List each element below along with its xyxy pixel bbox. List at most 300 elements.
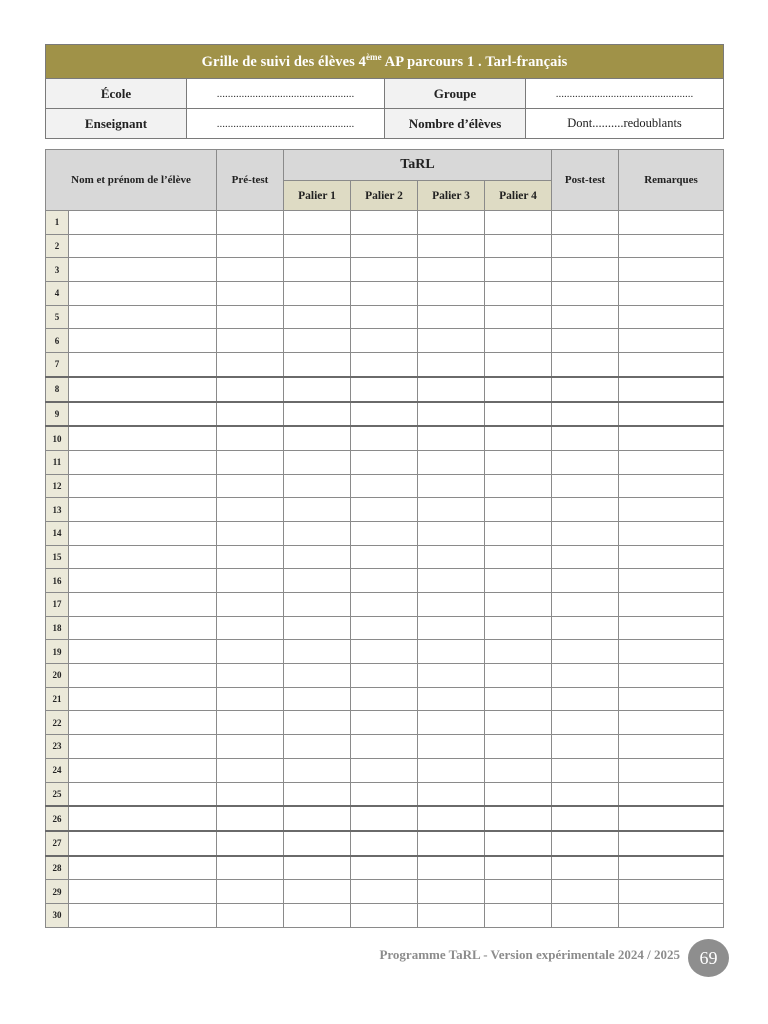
palier-3-cell[interactable] xyxy=(418,569,485,593)
palier-2-cell[interactable] xyxy=(351,474,418,498)
table-row xyxy=(46,353,724,377)
row-number: 25 xyxy=(46,782,69,806)
remarques-cell[interactable] xyxy=(619,329,724,353)
palier-2-cell[interactable] xyxy=(351,735,418,759)
palier-2-cell[interactable] xyxy=(351,402,418,427)
pretest-cell[interactable] xyxy=(217,498,284,522)
palier-3-cell[interactable] xyxy=(418,735,485,759)
table-row xyxy=(46,329,724,353)
row-number: 29 xyxy=(46,880,69,904)
posttest-cell[interactable] xyxy=(552,521,619,545)
posttest-cell[interactable] xyxy=(552,258,619,282)
pretest-cell[interactable] xyxy=(217,426,284,450)
student-name-cell[interactable] xyxy=(69,711,217,735)
row-number: 30 xyxy=(46,903,69,927)
student-name-cell[interactable] xyxy=(69,282,217,306)
palier-4-cell[interactable] xyxy=(485,687,552,711)
header-palier-3: Palier 3 xyxy=(418,181,485,211)
remarques-cell[interactable] xyxy=(619,593,724,617)
posttest-cell[interactable] xyxy=(552,856,619,880)
palier-4-cell[interactable] xyxy=(485,329,552,353)
row-number: 20 xyxy=(46,664,69,688)
palier-2-cell[interactable] xyxy=(351,664,418,688)
palier-3-cell[interactable] xyxy=(418,758,485,782)
palier-4-cell[interactable] xyxy=(485,856,552,880)
student-name-cell[interactable] xyxy=(69,521,217,545)
posttest-cell[interactable] xyxy=(552,640,619,664)
posttest-cell[interactable] xyxy=(552,758,619,782)
pretest-cell[interactable] xyxy=(217,353,284,377)
palier-2-cell[interactable] xyxy=(351,782,418,806)
palier-1-cell[interactable] xyxy=(284,711,351,735)
palier-3-cell[interactable] xyxy=(418,258,485,282)
palier-2-cell[interactable] xyxy=(351,305,418,329)
palier-1-cell[interactable] xyxy=(284,856,351,880)
pretest-cell[interactable] xyxy=(217,782,284,806)
palier-4-cell[interactable] xyxy=(485,521,552,545)
palier-2-cell[interactable] xyxy=(351,258,418,282)
row-number: 7 xyxy=(46,353,69,377)
palier-3-cell[interactable] xyxy=(418,711,485,735)
student-name-cell[interactable] xyxy=(69,377,217,402)
pretest-cell[interactable] xyxy=(217,735,284,759)
palier-4-cell[interactable] xyxy=(485,664,552,688)
groupe-label: Groupe xyxy=(385,79,526,109)
palier-2-cell[interactable] xyxy=(351,569,418,593)
palier-4-cell[interactable] xyxy=(485,426,552,450)
pretest-cell[interactable] xyxy=(217,856,284,880)
palier-3-cell[interactable] xyxy=(418,831,485,856)
palier-2-cell[interactable] xyxy=(351,880,418,904)
table-row xyxy=(46,258,724,282)
palier-2-cell[interactable] xyxy=(351,521,418,545)
table-row xyxy=(46,305,724,329)
row-number: 19 xyxy=(46,640,69,664)
remarques-cell[interactable] xyxy=(619,782,724,806)
student-name-cell[interactable] xyxy=(69,353,217,377)
palier-1-cell[interactable] xyxy=(284,782,351,806)
posttest-cell[interactable] xyxy=(552,329,619,353)
student-name-cell[interactable] xyxy=(69,880,217,904)
palier-3-cell[interactable] xyxy=(418,903,485,927)
palier-2-cell[interactable] xyxy=(351,640,418,664)
table-row xyxy=(46,856,724,880)
remarques-cell[interactable] xyxy=(619,711,724,735)
pretest-cell[interactable] xyxy=(217,474,284,498)
palier-4-cell[interactable] xyxy=(485,640,552,664)
remarques-cell[interactable] xyxy=(619,211,724,235)
palier-1-cell[interactable] xyxy=(284,282,351,306)
posttest-cell[interactable] xyxy=(552,353,619,377)
palier-2-cell[interactable] xyxy=(351,545,418,569)
header-remarques: Remarques xyxy=(619,150,724,211)
palier-3-cell[interactable] xyxy=(418,616,485,640)
palier-3-cell[interactable] xyxy=(418,498,485,522)
pretest-cell[interactable] xyxy=(217,903,284,927)
groupe-field[interactable]: .................................................. xyxy=(526,79,724,109)
remarques-cell[interactable] xyxy=(619,305,724,329)
remarques-cell[interactable] xyxy=(619,903,724,927)
student-name-cell[interactable] xyxy=(69,903,217,927)
palier-2-cell[interactable] xyxy=(351,903,418,927)
table-row xyxy=(46,402,724,427)
palier-1-cell[interactable] xyxy=(284,664,351,688)
student-name-cell[interactable] xyxy=(69,616,217,640)
palier-4-cell[interactable] xyxy=(485,402,552,427)
palier-4-cell[interactable] xyxy=(485,258,552,282)
palier-3-cell[interactable] xyxy=(418,640,485,664)
palier-1-cell[interactable] xyxy=(284,758,351,782)
remarques-cell[interactable] xyxy=(619,282,724,306)
pretest-cell[interactable] xyxy=(217,569,284,593)
student-name-cell[interactable] xyxy=(69,664,217,688)
posttest-cell[interactable] xyxy=(552,545,619,569)
remarques-cell[interactable] xyxy=(619,616,724,640)
ecole-field[interactable]: .................................................. xyxy=(187,79,385,109)
row-number: 17 xyxy=(46,593,69,617)
title-text: Grille de suivi des élèves 4 xyxy=(201,54,366,70)
posttest-cell[interactable] xyxy=(552,498,619,522)
posttest-cell[interactable] xyxy=(552,305,619,329)
remarques-cell[interactable] xyxy=(619,377,724,402)
palier-4-cell[interactable] xyxy=(485,234,552,258)
row-number: 21 xyxy=(46,687,69,711)
palier-1-cell[interactable] xyxy=(284,377,351,402)
header-student-name: Nom et prénom de l’élève xyxy=(46,150,217,211)
palier-2-cell[interactable] xyxy=(351,211,418,235)
palier-4-cell[interactable] xyxy=(485,735,552,759)
palier-1-cell[interactable] xyxy=(284,593,351,617)
remarques-cell[interactable] xyxy=(619,735,724,759)
enseignant-label: Enseignant xyxy=(46,109,187,139)
palier-1-cell[interactable] xyxy=(284,616,351,640)
palier-3-cell[interactable] xyxy=(418,353,485,377)
pretest-cell[interactable] xyxy=(217,711,284,735)
remarques-cell[interactable] xyxy=(619,831,724,856)
palier-2-cell[interactable] xyxy=(351,711,418,735)
student-name-cell[interactable] xyxy=(69,474,217,498)
student-name-cell[interactable] xyxy=(69,782,217,806)
table-row xyxy=(46,450,724,474)
table-row xyxy=(46,498,724,522)
row-number: 24 xyxy=(46,758,69,782)
redoublants-field[interactable]: Dont..........redoublants xyxy=(526,109,724,139)
row-number: 14 xyxy=(46,521,69,545)
palier-2-cell[interactable] xyxy=(351,616,418,640)
posttest-cell[interactable] xyxy=(552,782,619,806)
remarques-cell[interactable] xyxy=(619,450,724,474)
remarques-cell[interactable] xyxy=(619,498,724,522)
student-name-cell[interactable] xyxy=(69,687,217,711)
remarques-cell[interactable] xyxy=(619,687,724,711)
palier-4-cell[interactable] xyxy=(485,806,552,831)
posttest-cell[interactable] xyxy=(552,234,619,258)
posttest-cell[interactable] xyxy=(552,211,619,235)
palier-1-cell[interactable] xyxy=(284,880,351,904)
palier-1-cell[interactable] xyxy=(284,903,351,927)
remarques-cell[interactable] xyxy=(619,353,724,377)
palier-4-cell[interactable] xyxy=(485,616,552,640)
palier-2-cell[interactable] xyxy=(351,426,418,450)
row-number: 23 xyxy=(46,735,69,759)
table-row xyxy=(46,616,724,640)
student-grid xyxy=(45,149,724,928)
header-pretest: Pré-test xyxy=(217,150,284,211)
palier-4-cell[interactable] xyxy=(485,569,552,593)
header-posttest: Post-test xyxy=(552,150,619,211)
table-row xyxy=(46,711,724,735)
palier-2-cell[interactable] xyxy=(351,831,418,856)
palier-3-cell[interactable] xyxy=(418,687,485,711)
palier-2-cell[interactable] xyxy=(351,498,418,522)
table-row xyxy=(46,782,724,806)
posttest-cell[interactable] xyxy=(552,282,619,306)
posttest-cell[interactable] xyxy=(552,474,619,498)
palier-2-cell[interactable] xyxy=(351,593,418,617)
pretest-cell[interactable] xyxy=(217,402,284,427)
palier-3-cell[interactable] xyxy=(418,450,485,474)
palier-3-cell[interactable] xyxy=(418,856,485,880)
palier-1-cell[interactable] xyxy=(284,258,351,282)
palier-3-cell[interactable] xyxy=(418,593,485,617)
palier-3-cell[interactable] xyxy=(418,377,485,402)
palier-2-cell[interactable] xyxy=(351,282,418,306)
palier-3-cell[interactable] xyxy=(418,521,485,545)
pretest-cell[interactable] xyxy=(217,664,284,688)
table-row xyxy=(46,521,724,545)
student-name-cell[interactable] xyxy=(69,593,217,617)
palier-4-cell[interactable] xyxy=(485,450,552,474)
palier-2-cell[interactable] xyxy=(351,856,418,880)
student-name-cell[interactable] xyxy=(69,402,217,427)
palier-3-cell[interactable] xyxy=(418,402,485,427)
posttest-cell[interactable] xyxy=(552,711,619,735)
palier-2-cell[interactable] xyxy=(351,806,418,831)
palier-3-cell[interactable] xyxy=(418,426,485,450)
palier-4-cell[interactable] xyxy=(485,545,552,569)
palier-1-cell[interactable] xyxy=(284,806,351,831)
remarques-cell[interactable] xyxy=(619,640,724,664)
palier-2-cell[interactable] xyxy=(351,377,418,402)
header-palier-4: Palier 4 xyxy=(485,181,552,211)
student-name-cell[interactable] xyxy=(69,831,217,856)
remarques-cell[interactable] xyxy=(619,258,724,282)
palier-2-cell[interactable] xyxy=(351,234,418,258)
remarques-cell[interactable] xyxy=(619,569,724,593)
posttest-cell[interactable] xyxy=(552,903,619,927)
remarques-cell[interactable] xyxy=(619,758,724,782)
student-name-cell[interactable] xyxy=(69,640,217,664)
pretest-cell[interactable] xyxy=(217,282,284,306)
pretest-cell[interactable] xyxy=(217,211,284,235)
palier-1-cell[interactable] xyxy=(284,687,351,711)
palier-3-cell[interactable] xyxy=(418,782,485,806)
remarques-cell[interactable] xyxy=(619,474,724,498)
table-row xyxy=(46,806,724,831)
row-number: 16 xyxy=(46,569,69,593)
row-number: 1 xyxy=(46,211,69,235)
student-name-cell[interactable] xyxy=(69,545,217,569)
palier-4-cell[interactable] xyxy=(485,474,552,498)
student-name-cell[interactable] xyxy=(69,305,217,329)
palier-1-cell[interactable] xyxy=(284,545,351,569)
palier-1-cell[interactable] xyxy=(284,498,351,522)
remarques-cell[interactable] xyxy=(619,402,724,427)
palier-4-cell[interactable] xyxy=(485,377,552,402)
pretest-cell[interactable] xyxy=(217,521,284,545)
student-name-cell[interactable] xyxy=(69,426,217,450)
palier-3-cell[interactable] xyxy=(418,806,485,831)
pretest-cell[interactable] xyxy=(217,806,284,831)
palier-1-cell[interactable] xyxy=(284,329,351,353)
row-number: 28 xyxy=(46,856,69,880)
student-name-cell[interactable] xyxy=(69,211,217,235)
grid-body xyxy=(46,211,724,928)
palier-1-cell[interactable] xyxy=(284,450,351,474)
palier-1-cell[interactable] xyxy=(284,640,351,664)
remarques-cell[interactable] xyxy=(619,664,724,688)
palier-4-cell[interactable] xyxy=(485,211,552,235)
pretest-cell[interactable] xyxy=(217,831,284,856)
posttest-cell[interactable] xyxy=(552,831,619,856)
remarques-cell[interactable] xyxy=(619,234,724,258)
student-name-cell[interactable] xyxy=(69,234,217,258)
student-name-cell[interactable] xyxy=(69,329,217,353)
palier-2-cell[interactable] xyxy=(351,687,418,711)
pretest-cell[interactable] xyxy=(217,377,284,402)
palier-4-cell[interactable] xyxy=(485,353,552,377)
palier-4-cell[interactable] xyxy=(485,782,552,806)
posttest-cell[interactable] xyxy=(552,735,619,759)
row-number: 15 xyxy=(46,545,69,569)
palier-3-cell[interactable] xyxy=(418,880,485,904)
pretest-cell[interactable] xyxy=(217,593,284,617)
palier-4-cell[interactable] xyxy=(485,758,552,782)
palier-4-cell[interactable] xyxy=(485,880,552,904)
palier-1-cell[interactable] xyxy=(284,426,351,450)
palier-1-cell[interactable] xyxy=(284,211,351,235)
palier-2-cell[interactable] xyxy=(351,329,418,353)
palier-1-cell[interactable] xyxy=(284,402,351,427)
pretest-cell[interactable] xyxy=(217,758,284,782)
palier-4-cell[interactable] xyxy=(485,498,552,522)
posttest-cell[interactable] xyxy=(552,616,619,640)
posttest-cell[interactable] xyxy=(552,377,619,402)
palier-3-cell[interactable] xyxy=(418,329,485,353)
palier-1-cell[interactable] xyxy=(284,521,351,545)
pretest-cell[interactable] xyxy=(217,545,284,569)
posttest-cell[interactable] xyxy=(552,593,619,617)
posttest-cell[interactable] xyxy=(552,806,619,831)
palier-4-cell[interactable] xyxy=(485,593,552,617)
student-name-cell[interactable] xyxy=(69,735,217,759)
pretest-cell[interactable] xyxy=(217,880,284,904)
palier-1-cell[interactable] xyxy=(284,353,351,377)
row-number: 27 xyxy=(46,831,69,856)
row-number: 11 xyxy=(46,450,69,474)
palier-4-cell[interactable] xyxy=(485,903,552,927)
palier-3-cell[interactable] xyxy=(418,545,485,569)
palier-1-cell[interactable] xyxy=(284,569,351,593)
student-name-cell[interactable] xyxy=(69,856,217,880)
student-name-cell[interactable] xyxy=(69,806,217,831)
row-number: 10 xyxy=(46,426,69,450)
remarques-cell[interactable] xyxy=(619,545,724,569)
table-row xyxy=(46,664,724,688)
palier-3-cell[interactable] xyxy=(418,282,485,306)
palier-2-cell[interactable] xyxy=(351,353,418,377)
pretest-cell[interactable] xyxy=(217,305,284,329)
posttest-cell[interactable] xyxy=(552,569,619,593)
row-number: 3 xyxy=(46,258,69,282)
student-name-cell[interactable] xyxy=(69,258,217,282)
table-row xyxy=(46,758,724,782)
remarques-cell[interactable] xyxy=(619,426,724,450)
palier-1-cell[interactable] xyxy=(284,831,351,856)
pretest-cell[interactable] xyxy=(217,450,284,474)
remarques-cell[interactable] xyxy=(619,880,724,904)
palier-3-cell[interactable] xyxy=(418,474,485,498)
pretest-cell[interactable] xyxy=(217,258,284,282)
student-name-cell[interactable] xyxy=(69,450,217,474)
palier-1-cell[interactable] xyxy=(284,474,351,498)
table-row xyxy=(46,282,724,306)
palier-3-cell[interactable] xyxy=(418,234,485,258)
palier-3-cell[interactable] xyxy=(418,211,485,235)
palier-2-cell[interactable] xyxy=(351,758,418,782)
table-row xyxy=(46,687,724,711)
table-row xyxy=(46,545,724,569)
palier-4-cell[interactable] xyxy=(485,305,552,329)
posttest-cell[interactable] xyxy=(552,402,619,427)
pretest-cell[interactable] xyxy=(217,234,284,258)
palier-4-cell[interactable] xyxy=(485,711,552,735)
posttest-cell[interactable] xyxy=(552,664,619,688)
table-row xyxy=(46,831,724,856)
palier-1-cell[interactable] xyxy=(284,735,351,759)
palier-1-cell[interactable] xyxy=(284,305,351,329)
enseignant-field[interactable]: .................................................. xyxy=(187,109,385,139)
header-tarl: TaRL xyxy=(284,150,552,181)
pretest-cell[interactable] xyxy=(217,640,284,664)
pretest-cell[interactable] xyxy=(217,687,284,711)
palier-3-cell[interactable] xyxy=(418,664,485,688)
pretest-cell[interactable] xyxy=(217,329,284,353)
table-row xyxy=(46,903,724,927)
table-row xyxy=(46,377,724,402)
table-row xyxy=(46,640,724,664)
palier-4-cell[interactable] xyxy=(485,282,552,306)
table-row xyxy=(46,735,724,759)
posttest-cell[interactable] xyxy=(552,880,619,904)
row-number: 12 xyxy=(46,474,69,498)
pretest-cell[interactable] xyxy=(217,616,284,640)
student-name-cell[interactable] xyxy=(69,569,217,593)
remarques-cell[interactable] xyxy=(619,806,724,831)
student-name-cell[interactable] xyxy=(69,498,217,522)
posttest-cell[interactable] xyxy=(552,426,619,450)
student-name-cell[interactable] xyxy=(69,758,217,782)
palier-3-cell[interactable] xyxy=(418,305,485,329)
posttest-cell[interactable] xyxy=(552,450,619,474)
remarques-cell[interactable] xyxy=(619,856,724,880)
posttest-cell[interactable] xyxy=(552,687,619,711)
palier-2-cell[interactable] xyxy=(351,450,418,474)
palier-4-cell[interactable] xyxy=(485,831,552,856)
palier-1-cell[interactable] xyxy=(284,234,351,258)
remarques-cell[interactable] xyxy=(619,521,724,545)
ecole-label: École xyxy=(46,79,187,109)
